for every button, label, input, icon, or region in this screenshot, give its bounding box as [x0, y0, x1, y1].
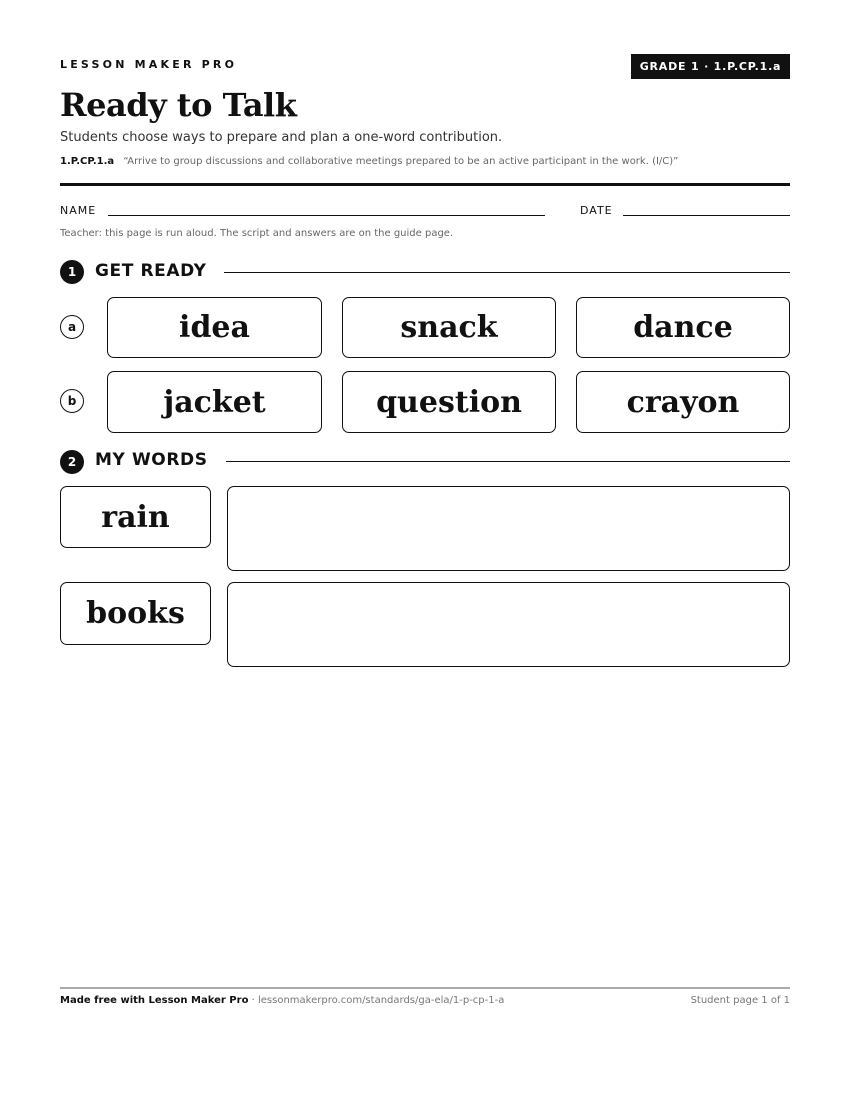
footer-divider [60, 987, 790, 989]
word-card[interactable]: crayon [576, 371, 790, 433]
word-card[interactable]: idea [107, 297, 322, 358]
date-field-line[interactable] [623, 215, 790, 216]
page-subtitle: Students choose ways to prepare and plan a one-word contribution. [60, 130, 503, 145]
word-card[interactable]: dance [576, 297, 790, 358]
page-title: Ready to Talk [60, 86, 297, 124]
grade-badge: GRADE 1 · 1.P.CP.1.a [631, 54, 790, 79]
section-title-my-words: MY WORDS [95, 450, 208, 470]
footer-made-with: Made free with Lesson Maker Pro [60, 995, 249, 1006]
section-title-get-ready: GET READY [95, 261, 207, 281]
word-card: books [60, 582, 211, 645]
footer-credit [60, 995, 504, 1006]
standard-code: 1.P.CP.1.a [60, 156, 115, 167]
brand-name: LESSON MAKER PRO [60, 58, 238, 71]
section-number-badge: 1 [60, 260, 84, 284]
section-number-badge: 2 [60, 450, 84, 474]
word-card: rain [60, 486, 211, 548]
word-card[interactable]: question [342, 371, 556, 433]
section-rule [226, 461, 790, 462]
name-field-line[interactable] [108, 215, 545, 216]
standard-text: “Arrive to group discussions and collaborative meetings prepared to be an active participant in the work. (I/C)” [123, 156, 679, 167]
date-label: DATE [580, 204, 613, 217]
word-card[interactable]: snack [342, 297, 556, 358]
answer-box[interactable] [227, 582, 790, 667]
name-label: NAME [60, 204, 97, 217]
teacher-note: Teacher: this page is run aloud. The script and answers are on the guide page. [60, 228, 454, 239]
row-marker-b: b [60, 389, 84, 413]
header-divider [60, 183, 790, 186]
footer-page-number: Student page 1 of 1 [690, 995, 790, 1006]
answer-box[interactable] [227, 486, 790, 571]
standard-line [60, 156, 678, 167]
word-card[interactable]: jacket [107, 371, 322, 433]
section-rule [224, 272, 790, 273]
row-marker-a: a [60, 315, 84, 339]
footer-url[interactable]: · lessonmakerpro.com/standards/ga-ela/1-p-cp-1-a [248, 995, 505, 1006]
